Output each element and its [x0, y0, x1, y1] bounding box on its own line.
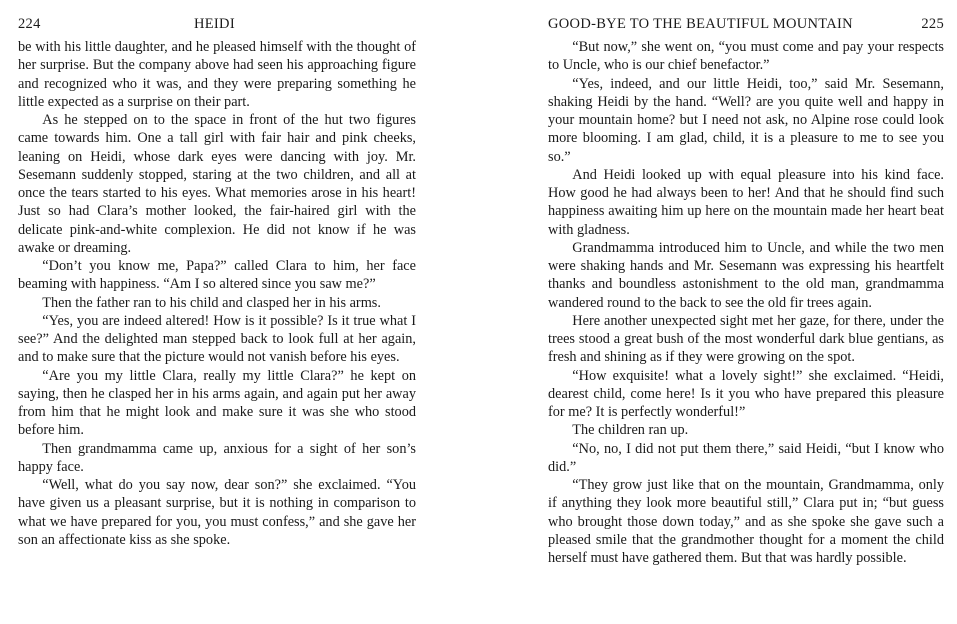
- right-running-head: GOOD-BYE TO THE BEAUTIFUL MOUNTAIN: [548, 16, 853, 32]
- paragraph: The children ran up.: [572, 422, 689, 439]
- right-page-number: 225: [921, 16, 944, 32]
- paragraph: Then grandmamma came up, anxious for a sight of her son’s happy face.: [18, 440, 416, 475]
- paragraph: “Yes, indeed, and our little Heidi, too,” said Mr. Sesemann, shaking Heidi by the hand. “Well? are you quite well and happy in your mountain home? but I need not ask, no Alpine rose could look more blooming. I am glad, child, it is a pleasure to me to see you so.”: [548, 75, 944, 165]
- paragraph: Then the father ran to his child and clasped her in his arms.: [42, 294, 381, 311]
- left-page-header: [18, 16, 416, 38]
- paragraph: Grandmamma introduced him to Uncle, and while the two men were shaking hands and Mr. Sesemann was expressing his heartfelt thanks and boundless astonishment to the old man, grandmamma wandered round to the back to see the old fir trees again.: [548, 239, 944, 311]
- paragraph: As he stepped on to the space in front of the hut two figures came towards him. One a tall girl with fair hair and pink cheeks, leaning on Heidi, whose dark eyes were dancing with joy. Mr. Sesemann suddenly stopped, staring at the two children, and all at once the tears started to his eyes. What memories arose in his heart! Just so had Clara’s mother looked, the fair-haired girl with the delicate pink-and-white complexion. He did not know if he was awake or dreaming.: [18, 112, 416, 256]
- right-page: [548, 0, 944, 624]
- left-page: [18, 0, 416, 624]
- paragraph: be with his little daughter, and he pleased himself with the thought of her surprise. But the company above had seen his approaching figure and recognized who it was, and they were preparing something he little expected as a surprise on their part.: [18, 39, 416, 110]
- right-page-body: [548, 38, 944, 567]
- paragraph: “How exquisite! what a lovely sight!” she exclaimed. “Heidi, dearest child, come here! Is it you who have prepared this pleasure for me? It is perfectly wonderful!”: [548, 367, 944, 420]
- paragraph: “But now,” she went on, “you must come and pay your respects to Uncle, who is our chief benefactor.”: [548, 39, 944, 74]
- paragraph: “Are you my little Clara, really my little Clara?” he kept on saying, then he clasped her in his arms again, and again put her away from him that he might look and make sure it was she who stood before him.: [18, 367, 416, 439]
- paragraph: “No, no, I did not put them there,” said Heidi, “but I know who did.”: [548, 440, 944, 475]
- paragraph: “Don’t you know me, Papa?” called Clara to him, her face beaming with happiness. “Am I so altered since you saw me?”: [18, 258, 416, 293]
- left-page-number: 224: [18, 16, 41, 32]
- paragraph: “Yes, you are indeed altered! How is it possible? Is it true what I see?” And the delighted man stepped back to look full at her again, and to make sure that the picture would not vanish before his eyes.: [18, 312, 416, 366]
- paragraph: And Heidi looked up with equal pleasure into his kind face. How good he had always been to her! And that he should find such happiness awaiting him up here on the mountain made her heart beat with gladness.: [548, 166, 944, 238]
- left-running-head: HEIDI: [194, 16, 235, 32]
- paragraph: “They grow just like that on the mountain, Grandmamma, only if anything they look more beautiful still,” Clara put in; “but guess who brought those down today,” and as she spoke she gave such a pleased smile that the grandmother thought for a moment the child herself must have gathered them. But that was hardly possible.: [548, 477, 944, 566]
- paragraph: “Well, what do you say now, dear son?” she exclaimed. “You have given us a pleasant surprise, but it is nothing in comparison to what we have prepared for you, you must confess,” and she gave her son an affectionate kiss as she spoke.: [18, 477, 416, 548]
- left-page-body: [18, 38, 416, 549]
- paragraph: Here another unexpected sight met her gaze, for there, under the trees stood a great bush of the most wonderful dark blue gentians, as fresh and shining as if they were growing on the spot.: [548, 312, 944, 366]
- right-page-header: [548, 16, 944, 38]
